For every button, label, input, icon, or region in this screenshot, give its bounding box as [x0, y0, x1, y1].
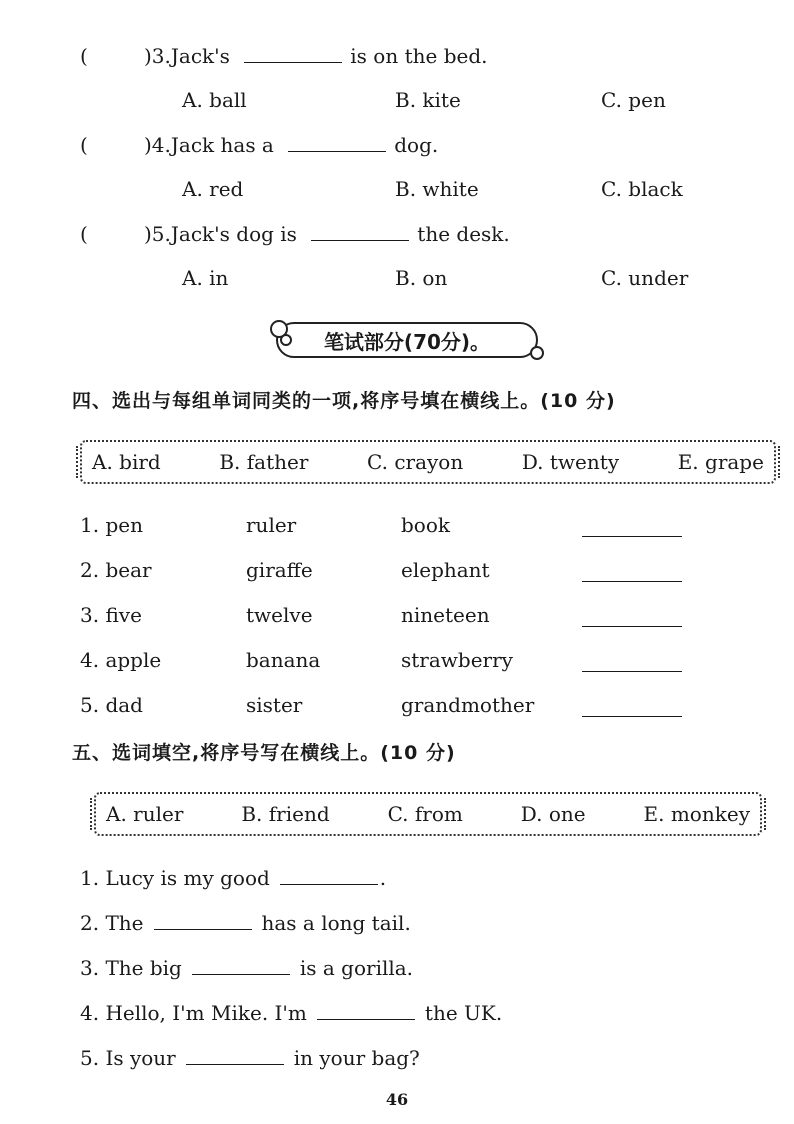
- group-word-1: 1. pen: [80, 513, 143, 537]
- answer-blank[interactable]: [280, 866, 378, 885]
- sentence-text: 4. Hello, I'm Mike. I'm: [80, 1001, 307, 1025]
- option-a: A. red: [182, 177, 244, 201]
- sentence-text: 5. Is your: [80, 1046, 176, 1070]
- sentence-text: is a gorilla.: [299, 956, 414, 980]
- section-4-title: 四、选出与每组单词同类的一项,将序号填在横线上。(10 分): [72, 390, 616, 412]
- group-word-2: ruler: [246, 513, 297, 537]
- fill-sentence-5: [80, 1046, 420, 1070]
- group-word-2: twelve: [246, 603, 313, 627]
- choice-e: E. grape: [677, 450, 764, 474]
- section-banner: [276, 322, 538, 358]
- decor-circle-icon: [530, 346, 544, 360]
- answer-blank[interactable]: [186, 1046, 284, 1065]
- answer-blank[interactable]: [582, 649, 682, 672]
- question-text: the desk.: [417, 222, 510, 246]
- fill-sentence-3: [80, 956, 413, 980]
- fill-sentence-2: [80, 911, 411, 935]
- answer-blank[interactable]: [317, 1001, 415, 1020]
- question-4: [80, 133, 438, 157]
- question-number: )4.: [144, 133, 171, 157]
- word-choice-box: [94, 792, 762, 836]
- group-word-3: elephant: [401, 558, 490, 582]
- section-5-title: 五、选词填空,将序号写在横线上。(10 分): [72, 742, 456, 764]
- answer-blank[interactable]: [582, 694, 682, 717]
- answer-blank[interactable]: [288, 133, 386, 152]
- choice-e: E. monkey: [643, 802, 750, 826]
- group-word-2: banana: [246, 648, 321, 672]
- answer-paren[interactable]: (: [80, 222, 88, 246]
- choice-a: A. bird: [92, 450, 161, 474]
- answer-blank[interactable]: [582, 514, 682, 537]
- sentence-text: in your bag?: [293, 1046, 420, 1070]
- answer-paren[interactable]: (: [80, 133, 88, 157]
- option-c: C. pen: [601, 88, 666, 112]
- choice-c: C. crayon: [367, 450, 464, 474]
- option-a: A. ball: [182, 88, 247, 112]
- sentence-text: 1. Lucy is my good: [80, 866, 270, 890]
- option-c: C. under: [601, 266, 689, 290]
- question-number: )3.: [144, 44, 171, 68]
- decor-circle-icon: [280, 334, 292, 346]
- word-choice-box: [80, 440, 776, 484]
- group-word-1: 4. apple: [80, 648, 162, 672]
- group-word-1: 2. bear: [80, 558, 152, 582]
- question-text: Jack's dog is: [170, 222, 297, 246]
- question-number: )5.: [144, 222, 171, 246]
- answer-blank[interactable]: [192, 956, 290, 975]
- answer-blank[interactable]: [311, 222, 409, 241]
- group-word-1: 5. dad: [80, 693, 143, 717]
- group-word-3: book: [401, 513, 451, 537]
- question-text: Jack has a: [170, 133, 274, 157]
- fill-sentence-1: [80, 866, 386, 890]
- banner-text: 笔试部分(70分)。: [323, 329, 491, 354]
- sentence-text: 2. The: [80, 911, 144, 935]
- fill-sentence-4: [80, 1001, 502, 1025]
- option-b: B. on: [395, 266, 448, 290]
- question-text: is on the bed.: [350, 44, 488, 68]
- answer-paren[interactable]: (: [80, 44, 88, 68]
- answer-blank[interactable]: [154, 911, 252, 930]
- choice-b: B. friend: [241, 802, 330, 826]
- group-word-3: nineteen: [401, 603, 490, 627]
- question-text: dog.: [394, 133, 439, 157]
- answer-blank[interactable]: [582, 604, 682, 627]
- sentence-text: 3. The big: [80, 956, 182, 980]
- choice-d: D. twenty: [521, 450, 620, 474]
- option-a: A. in: [182, 266, 229, 290]
- question-text: Jack's: [170, 44, 230, 68]
- question-5: [80, 222, 510, 246]
- choice-d: D. one: [520, 802, 586, 826]
- page-number: 46: [385, 1090, 409, 1109]
- group-word-3: strawberry: [401, 648, 513, 672]
- sentence-text: has a long tail.: [261, 911, 411, 935]
- answer-blank[interactable]: [244, 44, 342, 63]
- group-word-2: giraffe: [246, 558, 313, 582]
- sentence-text: .: [379, 866, 387, 890]
- question-3: [80, 44, 488, 68]
- choice-b: B. father: [219, 450, 309, 474]
- choice-a: A. ruler: [106, 802, 184, 826]
- group-word-3: grandmother: [401, 693, 535, 717]
- answer-blank[interactable]: [582, 559, 682, 582]
- choice-c: C. from: [387, 802, 463, 826]
- group-word-1: 3. five: [80, 603, 142, 627]
- option-c: C. black: [601, 177, 683, 201]
- option-b: B. kite: [395, 88, 461, 112]
- option-b: B. white: [395, 177, 479, 201]
- group-word-2: sister: [246, 693, 303, 717]
- sentence-text: the UK.: [424, 1001, 503, 1025]
